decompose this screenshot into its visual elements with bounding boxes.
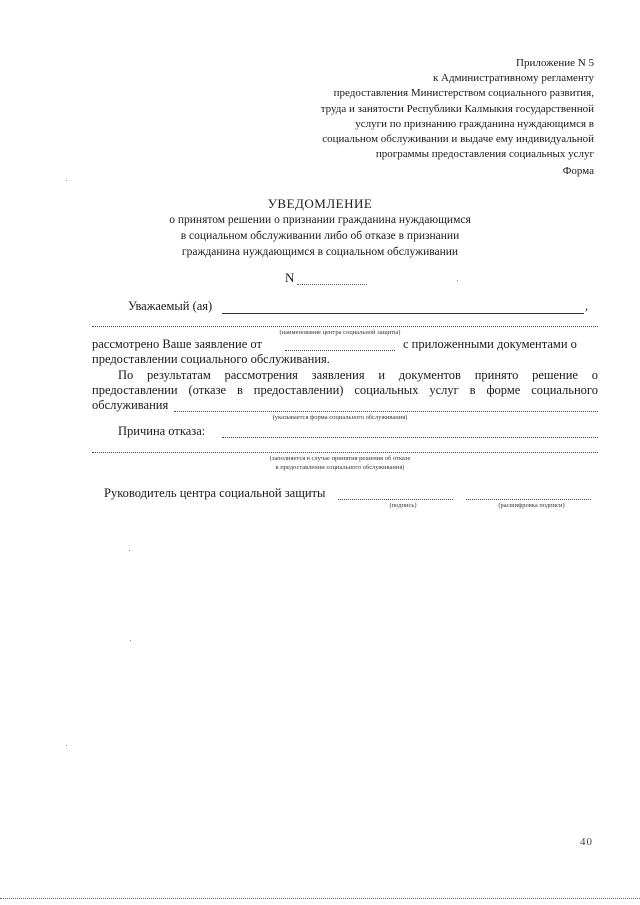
scan-speck [457,280,458,281]
form-label: Форма [562,165,594,177]
page-number: 40 [580,836,593,848]
hint-signature: (подпись) [389,502,417,509]
signature-line [338,499,453,500]
number-field-line [297,284,367,285]
hint-reason-1: (заполняется в случае принятия решения об отказе [269,455,411,462]
scan-speck [66,745,67,746]
appendix-line: труда и занятости Республики Калмыкия государственной [320,102,594,115]
body-line-1-left: рассмотрено Ваше заявление от [92,337,262,351]
hint-center-name: (наименование центра социальной защиты) [279,329,401,336]
appendix-line: социальном обслуживании и выдаче ему индивидуальной [322,133,594,146]
hint-form: (указывается форма социального обслуживания) [272,414,408,421]
appendix-line: Приложение N 5 [516,57,594,69]
appendix-line: программы предоставления социальных услуг [375,148,594,161]
recipient-field-line [222,313,584,314]
body-line-2: предоставлении социального обслуживания. [92,352,330,366]
number-label: N [285,270,295,285]
appendix-line: услуги по признанию гражданина нуждающимся в [355,117,594,130]
date-field-line [285,350,395,351]
document-title: УВЕДОМЛЕНИЕ [267,196,373,211]
form-field-line [174,411,598,412]
page-bottom-edge [0,898,640,899]
body-line-4: предоставлении (отказе в предоставлении) социальных услуг в форме социального [92,383,598,397]
scan-speck [130,640,131,641]
signature-label: Руководитель центра социальной защиты [104,486,326,500]
appendix-line: к Административному регламенту [432,72,594,85]
center-name-line [92,326,598,327]
hint-decoding: (расшифровка подписи) [498,502,565,509]
scan-speck [129,550,130,551]
reason-label: Причина отказа: [118,424,206,438]
reason-field-line-2 [92,452,598,453]
decoding-line [466,499,591,500]
subtitle-line: гражданина нуждающимся в социальном обслуживании [181,246,459,258]
dear-label: Уважаемый (ая) [128,299,213,313]
reason-field-line [222,437,598,438]
subtitle-line: в социальном обслуживании либо об отказе в признании [180,230,460,242]
subtitle-line: о принятом решении о признании гражданина нуждающимся [169,214,471,226]
document-subtitle [0,212,640,260]
appendix-line: предоставления Министерством социального развития, [333,87,594,100]
scan-speck [66,180,67,181]
hint-reason-2: в предоставлении социального обслуживания) [275,464,405,471]
comma: , [585,299,589,313]
appendix-header [274,56,594,162]
body-line-3: По результатам рассмотрения заявления и документов принято решение о [118,368,598,382]
body-line-1-right: с приложенными документами о [403,337,577,351]
body-line-5: обслуживания [92,398,169,412]
